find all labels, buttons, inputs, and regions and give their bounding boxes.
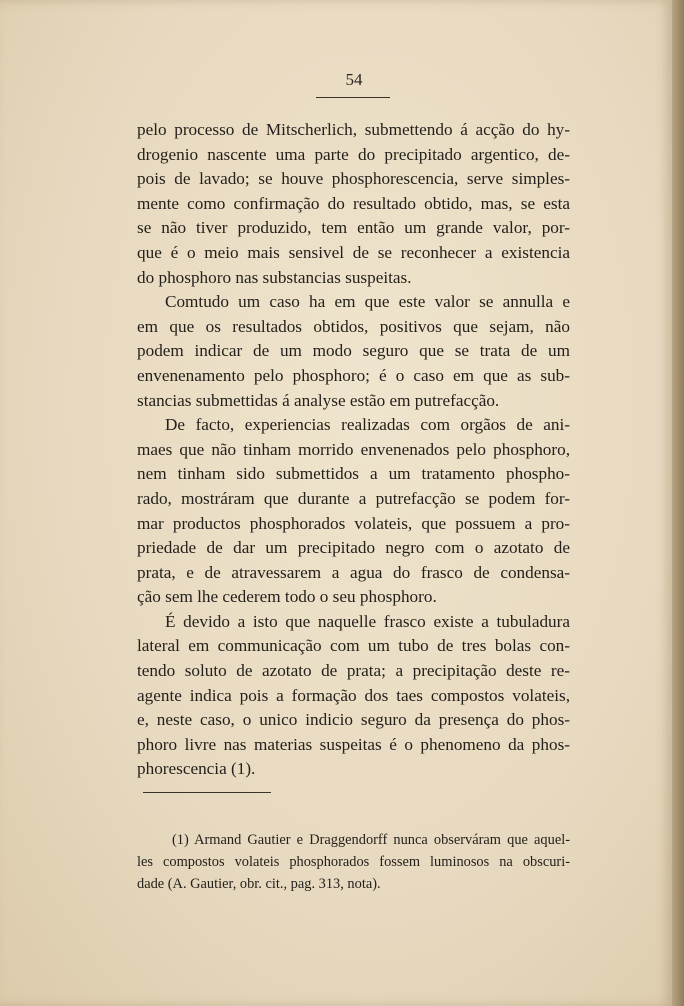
text-line: que é o meio mais sensivel de se reconhecer a existencia bbox=[137, 242, 570, 262]
paragraph-4 bbox=[137, 610, 570, 782]
footnote-line: les compostos volateis phosphorados fossem luminosos na obscuri- bbox=[137, 854, 570, 870]
footnote-line: dade (A. Gautier, obr. cit., pag. 313, nota). bbox=[137, 876, 381, 892]
text-line: priedade de dar um precipitado negro com o azotato de bbox=[137, 538, 570, 558]
text-line: maes que não tinham morrido envenenados pelo phosphoro, bbox=[137, 439, 570, 459]
header-rule bbox=[316, 97, 390, 98]
footnote bbox=[137, 829, 570, 895]
text-line: agente indica pois a formação dos taes compostos volateis, bbox=[137, 685, 570, 705]
paragraph-3 bbox=[137, 413, 570, 610]
text-line: se não tiver produzido, tem então um grande valor, por- bbox=[137, 218, 570, 238]
text-line: pois de lavado; se houve phosphorescencia, serve simples- bbox=[137, 169, 570, 189]
text-line: pelo processo de Mitscherlich, submettendo á acção do hy- bbox=[137, 120, 570, 139]
text-line: mente como confirmação do resultado obtido, mas, se esta bbox=[137, 193, 570, 213]
text-line: phoro livre nas materias suspeitas é o phenomeno da phos- bbox=[137, 734, 570, 754]
body-text bbox=[137, 118, 570, 782]
text-line: podem indicar de um modo seguro que se trata de um bbox=[137, 341, 570, 361]
text-line: nem tinham sido submettidos a um tratamento phospho- bbox=[137, 464, 570, 484]
text-line: envenenamento pelo phosphoro; é o caso em que as sub- bbox=[137, 365, 570, 385]
text-line: stancias submettidas á analyse estão em putrefacção. bbox=[137, 390, 500, 410]
text-line: drogenio nascente uma parte do precipitado argentico, de- bbox=[137, 144, 570, 164]
text-line: mar productos phosphorados volateis, que possuem a pro- bbox=[137, 513, 570, 533]
text-line: do phosphoro nas substancias suspeitas. bbox=[137, 267, 412, 287]
text-line: ção sem lhe cederem todo o seu phosphoro. bbox=[137, 587, 437, 607]
book-edge bbox=[672, 0, 684, 1006]
text-line: e, neste caso, o unico indicio seguro da presença do phos- bbox=[137, 710, 570, 730]
text-line: prata, e de atravessarem a agua do frasco de condensa- bbox=[137, 562, 570, 582]
text-line: De facto, experiencias realizadas com orgãos de ani- bbox=[165, 415, 570, 435]
paragraph-2 bbox=[137, 290, 570, 413]
text-line: tendo soluto de azotato de prata; a precipitação deste re- bbox=[137, 661, 570, 681]
paragraph-1 bbox=[137, 118, 570, 290]
footnote-rule bbox=[143, 792, 271, 793]
text-line: em que os resultados obtidos, positivos que sejam, não bbox=[137, 316, 570, 336]
text-line: É devido a isto que naquelle frasco existe a tubuladura bbox=[165, 611, 570, 631]
page-number: 54 bbox=[345, 70, 363, 89]
text-line: rado, mostráram que durante a putrefacção se podem for- bbox=[137, 488, 570, 508]
text-line: phorescencia (1). bbox=[137, 759, 256, 779]
text-line: Comtudo um caso ha em que este valor se annulla e bbox=[165, 292, 570, 312]
footnote-line: (1) Armand Gautier e Draggendorff nunca observáram que aquel- bbox=[172, 832, 570, 848]
text-line: lateral em communicação com um tubo de tres bolas con- bbox=[137, 636, 570, 656]
